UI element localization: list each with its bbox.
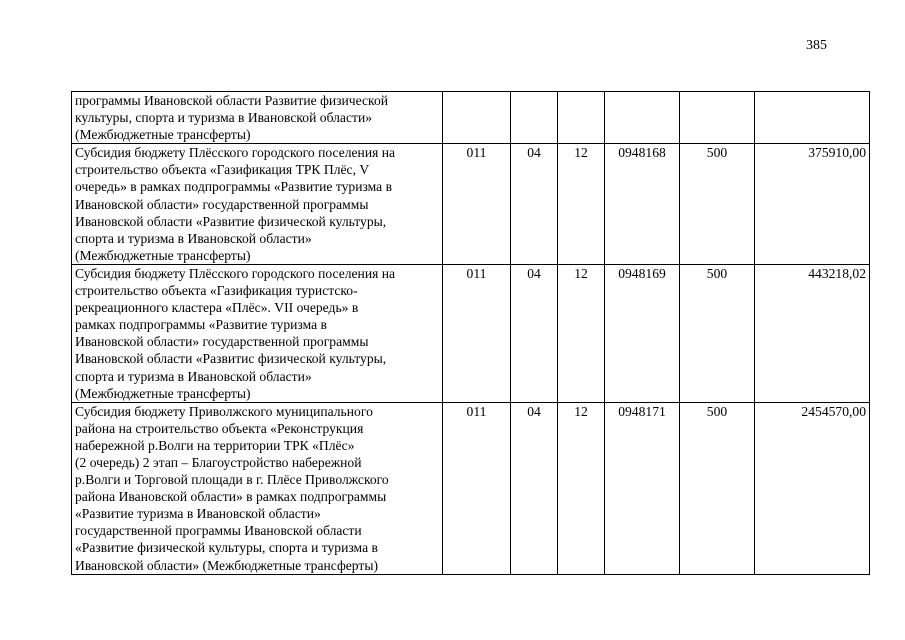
section-code-cell: [511, 92, 558, 144]
target-article-cell: 0948169: [605, 264, 680, 402]
description-cell: Субсидия бюджету Плёсского городского поселения на строительство объекта «Газификация ТРК Плёс, V очередь» в рамках подпрограммы «Развитие туризма в Ивановской области» государственной программы Ивановской области «Развитие физической культуры, спорта и туризма в Ивановской области» (Межбюджетные трансферты): [72, 144, 443, 265]
description-cell: программы Ивановской области Развитие физической культуры, спорта и туризма в Ивановской области» (Межбюджетные трансферты): [72, 92, 443, 144]
expense-type-cell: 500: [680, 144, 755, 265]
section-code-cell: 04: [511, 402, 558, 574]
subsection-code-cell: 12: [558, 144, 605, 265]
amount-cell: 375910,00: [755, 144, 870, 265]
description-cell: Субсидия бюджету Приволжского муниципального района на строительство объекта «Реконструкция набережной р.Волги на территории ТРК «Плёс» (2 очередь) 2 этап – Благоустройство набережной р.Волги и Торговой площади в г. Плёсе Приволжского района Ивановской области» в рамках подпрограммы «Развитие туризма в Ивановской области» государственной программы Ивановской области «Развитие физической культуры, спорта и туризма в Ивановской области» (Межбюджетные трансферты): [72, 402, 443, 574]
target-article-cell: [605, 92, 680, 144]
subsection-code-cell: 12: [558, 264, 605, 402]
page-number: 385: [806, 38, 827, 53]
subsection-code-cell: 12: [558, 402, 605, 574]
target-article-cell: 0948171: [605, 402, 680, 574]
ministry-code-cell: [443, 92, 511, 144]
description-cell: Субсидия бюджету Плёсского городского поселения на строительство объекта «Газификация туристско- рекреационного кластера «Плёс». VII очередь» в рамках подпрограммы «Развитие туризма в Ивановской области» государственной программы Ивановской области «Развитис физической культуры, спорта и туризма в Ивановской области» (Межбюджетные трансферты): [72, 264, 443, 402]
expense-type-cell: [680, 92, 755, 144]
ministry-code-cell: 011: [443, 402, 511, 574]
ministry-code-cell: 011: [443, 264, 511, 402]
budget-table: [71, 91, 870, 575]
amount-cell: 443218,02: [755, 264, 870, 402]
expense-type-cell: 500: [680, 402, 755, 574]
section-code-cell: 04: [511, 144, 558, 265]
table-row: [72, 264, 870, 402]
table-row: [72, 402, 870, 574]
expense-type-cell: 500: [680, 264, 755, 402]
ministry-code-cell: 011: [443, 144, 511, 265]
amount-cell: 2454570,00: [755, 402, 870, 574]
subsection-code-cell: [558, 92, 605, 144]
amount-cell: [755, 92, 870, 144]
table-row: [72, 92, 870, 144]
target-article-cell: 0948168: [605, 144, 680, 265]
section-code-cell: 04: [511, 264, 558, 402]
table-row: [72, 144, 870, 265]
